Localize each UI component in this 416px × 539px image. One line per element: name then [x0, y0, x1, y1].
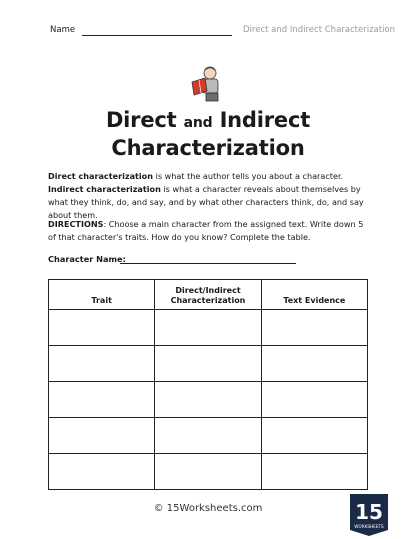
directions-paragraph	[48, 218, 370, 244]
title-indirect: Indirect	[219, 108, 311, 132]
evidence-cell[interactable]	[261, 418, 367, 454]
evidence-cell[interactable]	[261, 310, 367, 346]
characterization-cell[interactable]	[155, 382, 261, 418]
character-name-label: Character Name:	[48, 254, 126, 264]
table-row	[49, 454, 368, 490]
title-characterization: Characterization	[111, 136, 305, 160]
intro-text-2: is what a character reveals about themselves by what they think, do, and say, and by what other characters think, do, and say about them.	[48, 184, 364, 220]
character-name-write-line[interactable]	[120, 263, 296, 264]
intro-text-1: is what the author tells you about a character.	[153, 171, 344, 181]
column-header-text-evidence: Text Evidence	[261, 280, 367, 310]
name-write-line	[82, 35, 232, 36]
characterization-cell[interactable]	[155, 310, 261, 346]
table-row	[49, 382, 368, 418]
term-indirect: Indirect characterization	[48, 184, 161, 194]
characterization-cell[interactable]	[155, 418, 261, 454]
table-header-row	[49, 280, 368, 310]
evidence-cell[interactable]	[261, 346, 367, 382]
badge-text: WORKSHEETS	[354, 524, 384, 529]
worksheet-header	[50, 25, 396, 39]
table-row	[49, 418, 368, 454]
characterization-table	[48, 279, 368, 490]
characterization-cell[interactable]	[155, 346, 261, 382]
worksheets-logo-badge	[350, 494, 388, 536]
trait-cell[interactable]	[49, 418, 155, 454]
title-direct: Direct	[105, 108, 177, 132]
evidence-cell[interactable]	[261, 454, 367, 490]
directions-text: : Choose a main character from the assigned text. Write down 5 of that character's traits. How do you know? Complete the table.	[48, 219, 364, 242]
trait-cell[interactable]	[49, 454, 155, 490]
characterization-cell[interactable]	[155, 454, 261, 490]
page-title	[0, 108, 416, 161]
intro-paragraph	[48, 170, 370, 222]
table-row	[49, 310, 368, 346]
trait-cell[interactable]	[49, 382, 155, 418]
reading-person-illustration	[186, 64, 226, 104]
header-subtitle: Direct and Indirect Characterization	[243, 25, 396, 35]
evidence-cell[interactable]	[261, 382, 367, 418]
trait-cell[interactable]	[49, 310, 155, 346]
directions-label: DIRECTIONS	[48, 219, 104, 229]
name-label: Name	[50, 25, 76, 35]
trait-cell[interactable]	[49, 346, 155, 382]
title-and: and	[183, 115, 213, 131]
column-header-direct-indirect: Direct/Indirect Characterization	[155, 280, 261, 310]
copyright-footer: © 15Worksheets.com	[153, 503, 263, 514]
column-header-trait: Trait	[49, 280, 155, 310]
table-row	[49, 346, 368, 382]
badge-number: 15	[355, 500, 383, 524]
term-direct: Direct characterization	[48, 171, 153, 181]
